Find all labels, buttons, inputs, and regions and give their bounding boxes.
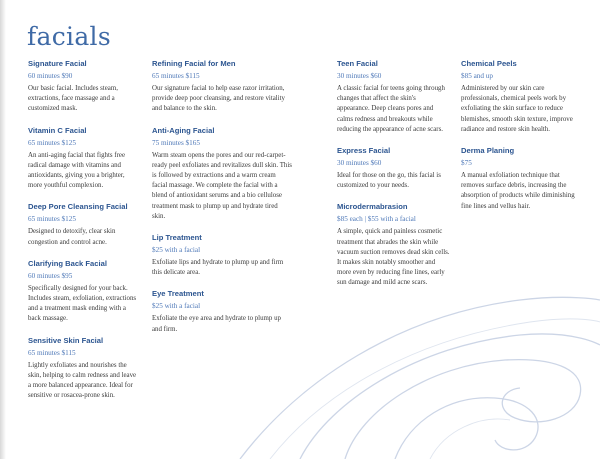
service-description: Specifically designed for your back. Includes steam, exfoliation, extractions and a treatment mask ending with a back massage. <box>28 284 137 323</box>
service-description: Lightly exfoliates and nourishes the skin, helping to calm redness and leave a more balanced appearance. Ideal for sensitive or rosacea-prone skin. <box>28 361 137 400</box>
service-item <box>152 58 292 115</box>
service-description: A simple, quick and painless cosmetic treatment that abrades the skin while vacuum suction removes dead skin cells. It makes skin notably smoother and more even by reducing fine lines, early sun damage and mild acne scars. <box>337 228 450 287</box>
service-price: 65 minutes $125 <box>28 215 76 224</box>
service-price: $85 each | $55 with a facial <box>337 215 416 224</box>
service-name: Chemical Peels <box>461 59 517 68</box>
service-price: 65 minutes $115 <box>152 72 200 80</box>
service-name: Derma Planing <box>461 146 515 156</box>
service-name: Vitamin C Facial <box>28 125 87 135</box>
service-price: 65 minutes $115 <box>28 348 76 357</box>
service-name: Teen Facial <box>337 59 378 68</box>
service-price: 60 minutes $90 <box>28 72 73 80</box>
service-description: Exfoliate lips and hydrate to plump up and firm this delicate area. <box>152 259 284 277</box>
menu-column-3 <box>337 58 450 299</box>
service-item <box>28 58 138 115</box>
service-item <box>337 145 450 191</box>
service-name: Clarifying Back Facial <box>28 258 107 268</box>
service-price: 65 minutes $125 <box>28 138 76 147</box>
service-name: Express Facial <box>337 146 391 156</box>
service-item <box>461 58 581 135</box>
service-description: Warm steam opens the pores and our red-carpet-ready peel exfoliates and revitalizes dull skin. This is followed by extractions and a warm cream facial massage. We complete the facial with a blend of antioxidant serums and a bio cellulose treatment mask to plump up and hydrate tired skin. <box>152 151 292 220</box>
service-description: A manual exfoliation technique that removes surface debris, increasing the absorption of products while diminishing fine lines and vellus hair. <box>461 172 575 210</box>
service-item <box>28 335 138 402</box>
service-description: A classic facial for teens going through changes that affect the skin's appearance. Deep cleans pores and calms redness and breakouts while reducing the appearance of acne scars. <box>337 85 445 133</box>
service-name: Signature Facial <box>28 59 87 68</box>
service-item <box>152 232 292 278</box>
service-price: $75 <box>461 159 472 168</box>
page-edge-shadow <box>0 0 6 459</box>
service-item <box>337 58 450 135</box>
menu-column-2 <box>152 58 292 345</box>
service-name: Eye Treatment <box>152 289 204 299</box>
service-item <box>152 125 292 222</box>
service-description: Our basic facial. Includes steam, extractions, face massage and a customized mask. <box>28 85 118 113</box>
service-description: Ideal for those on the go, this facial is customized to your needs. <box>337 172 441 190</box>
service-description: An anti-aging facial that fights free radical damage with vitamins and antioxidants, giving you a brighter, more youthful complexion. <box>28 151 126 190</box>
service-item <box>152 288 292 334</box>
service-price: $25 with a facial <box>152 246 201 255</box>
service-name: Deep Pore Cleansing Facial <box>28 202 128 212</box>
service-item <box>337 201 450 288</box>
service-item <box>28 258 138 325</box>
service-price: 75 minutes $165 <box>152 138 200 147</box>
service-name: Microdermabrasion <box>337 202 408 212</box>
service-name: Anti-Aging Facial <box>152 125 215 135</box>
service-name: Sensitive Skin Facial <box>28 335 104 345</box>
menu-column-1 <box>28 58 138 411</box>
service-price: 30 minutes $60 <box>337 159 382 168</box>
service-price: $85 and up <box>461 72 493 80</box>
service-name: Refining Facial for Men <box>152 59 236 68</box>
service-item <box>28 201 138 247</box>
page-title: facials <box>27 22 111 51</box>
service-price: 60 minutes $95 <box>28 271 73 280</box>
service-price: 30 minutes $60 <box>337 72 382 80</box>
service-description: Our signature facial to help ease razor irritation, provide deep poor cleansing, and restore vitality and balance to the skin. <box>152 85 285 113</box>
service-description: Designed to detoxify, clear skin congestion and control acne. <box>28 228 116 246</box>
service-price: $25 with a facial <box>152 302 201 311</box>
service-description: Administered by our skin care professionals, chemical peels work by exfoliating the skin surface to reduce blemishes, smooth skin texture, improve radiance and restore skin health. <box>461 85 573 133</box>
service-item <box>28 125 138 192</box>
service-item <box>461 145 581 212</box>
service-description: Exfoliate the eye area and hydrate to plump up and firm. <box>152 315 281 333</box>
service-name: Lip Treatment <box>152 233 202 243</box>
menu-column-4 <box>461 58 581 222</box>
